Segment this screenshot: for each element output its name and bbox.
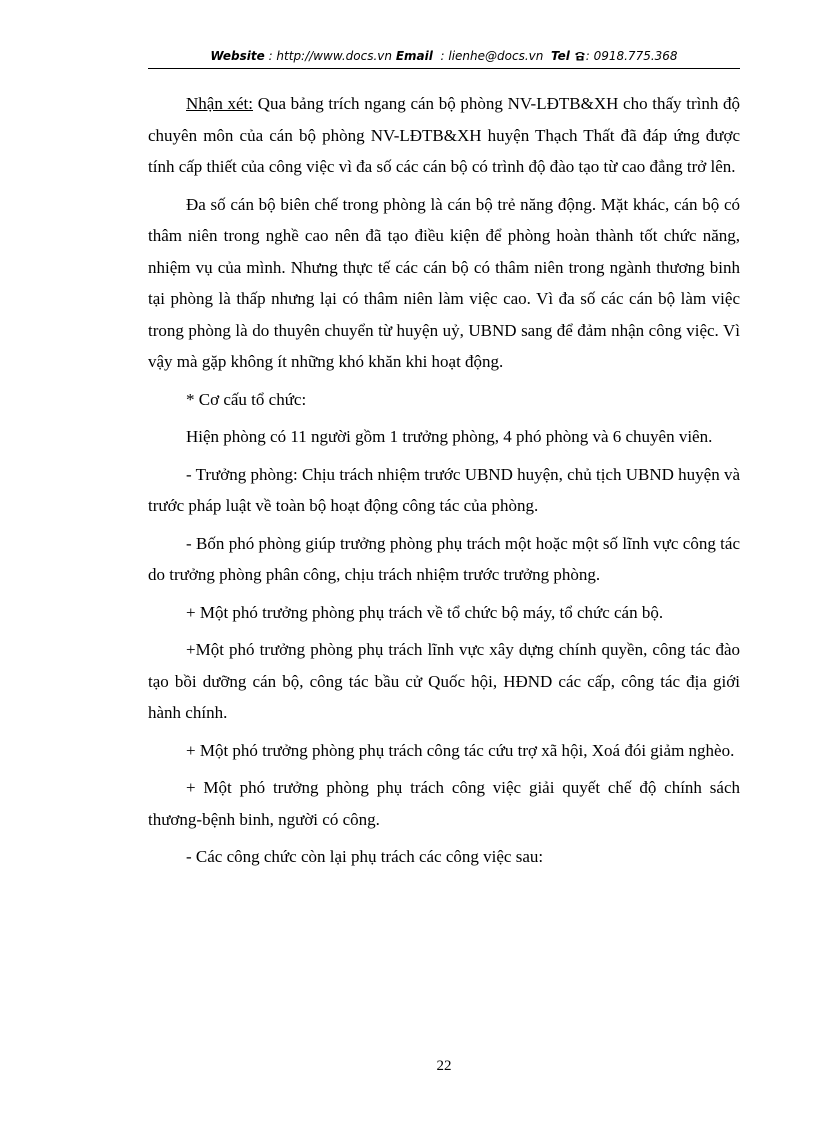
list-item-pho-truong-4: + Một phó trưởng phòng phụ trách công việc giải quyết chế độ chính sách thương-bệnh binh, người có công. [148, 778, 740, 829]
document-body [148, 88, 740, 879]
tel-label: Tel [551, 49, 570, 63]
list-item-pho-truong-1: + Một phó trưởng phòng phụ trách về tổ chức bộ máy, tổ chức cán bộ. [186, 602, 664, 622]
paragraph-nhan-xet [148, 88, 740, 183]
page-number: 22 [436, 1058, 452, 1074]
paragraph-nhan-su: Hiện phòng có 11 người gồm 1 trưởng phòng, 4 phó phòng và 6 chuyên viên. [186, 427, 713, 446]
paragraph-cong-chuc: - Các công chức còn lại phụ trách các công việc sau: [186, 847, 544, 866]
paragraph-text: Qua bảng trích ngang cán bộ phòng NV-LĐTB&XH cho thấy trình độ chuyên môn của cán bộ phòng NV-LĐTB&XH huyện Thạch Thất đã đáp ứng được tính cấp thiết của công việc vì đa số các cán bộ có trình độ đào tạo từ cao đẳng trở lên. [148, 94, 740, 176]
header-colon: : [432, 49, 449, 63]
nhan-xet-label: Nhận xét: [186, 94, 253, 113]
header-colon: : [585, 49, 594, 63]
email-link[interactable]: lienhe@docs.vn [448, 49, 544, 63]
website-link[interactable]: http://www.docs.vn [276, 49, 393, 63]
page-header [148, 46, 740, 69]
email-label: Email [395, 49, 433, 63]
header-colon: : [264, 49, 277, 63]
website-label: Website [210, 49, 265, 63]
list-item-pho-truong-2: +Một phó trưởng phòng phụ trách lĩnh vực xây dựng chính quyền, công tác đào tạo bồi dưỡng cán bộ, công tác bầu cử Quốc hội, HĐND các cấp, công tác địa giới hành chính. [148, 640, 740, 722]
tel-value: 0918.775.368 [593, 49, 678, 63]
paragraph-pho-phong: - Bốn phó phòng giúp trưởng phòng phụ trách một hoặc một số lĩnh vực công tác do trưởng phòng phân công, chịu trách nhiệm trước trưởng phòng. [148, 533, 740, 584]
paragraph-can-bo: Đa số cán bộ biên chế trong phòng là cán bộ trẻ năng động. Mặt khác, cán bộ có thâm niên trong nghề cao nên đã tạo điều kiện để phòng hoàn thành tốt chức năng, nhiệm vụ của mình. Nhưng thực tế các cán bộ có thâm niên trong ngành thương binh tại phòng là thấp nhưng lại có thâm niên làm việc cao. Vì đa số các cán bộ làm việc trong phòng là do thuyên chuyển từ huyện uỷ, UBND sang để đảm nhận công việc. Vì vậy mà gặp không ít những khó khăn khi hoạt động. [148, 194, 740, 371]
list-item-pho-truong-3: + Một phó trưởng phòng phụ trách công tác cứu trợ xã hội, Xoá đói giảm nghèo. [186, 740, 735, 760]
section-heading-co-cau: * Cơ cấu tổ chức: [186, 389, 307, 409]
paragraph-truong-phong: - Trưởng phòng: Chịu trách nhiệm trước UBND huyện, chủ tịch UBND huyện và trước pháp luật về toàn bộ hoạt động công tác của phòng. [148, 464, 740, 515]
phone-icon [574, 47, 586, 57]
